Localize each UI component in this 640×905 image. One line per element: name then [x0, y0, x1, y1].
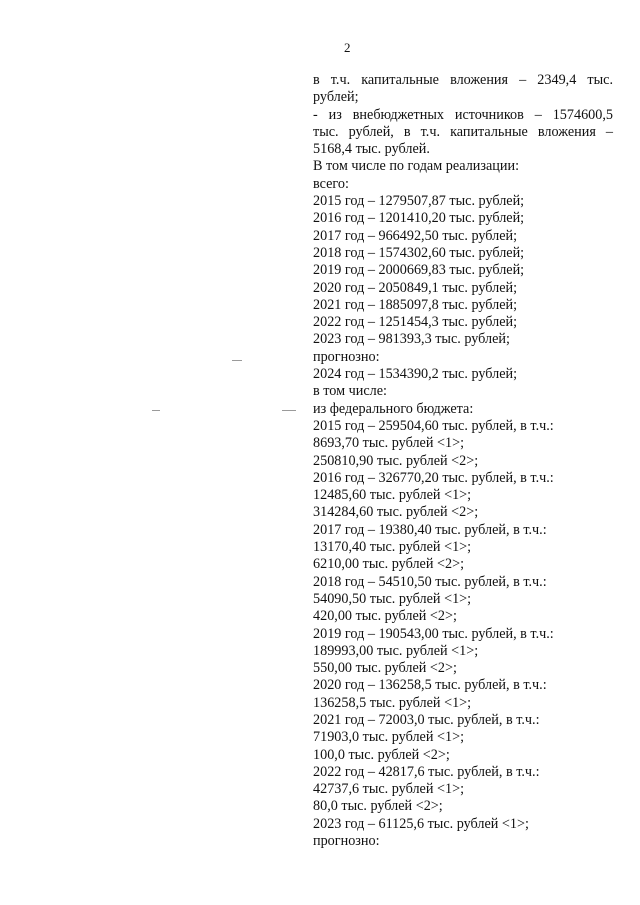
- text-line: 2022 год – 1251454,3 тыс. рублей;: [313, 314, 518, 331]
- scan-speck: [282, 410, 296, 411]
- document-body: [313, 72, 613, 850]
- text-line: 13170,40 тыс. рублей <1>;: [313, 539, 472, 556]
- scan-speck: [232, 360, 242, 361]
- text-line: 420,00 тыс. рублей <2>;: [313, 608, 457, 625]
- text-line: из федерального бюджета:: [313, 400, 474, 417]
- text-line: 2021 год – 72003,0 тыс. рублей, в т.ч.:: [313, 711, 540, 728]
- text-line: всего:: [313, 175, 349, 192]
- text-line: в том числе:: [313, 383, 387, 400]
- text-line: 2017 год – 966492,50 тыс. рублей;: [313, 227, 518, 244]
- text-line: 2019 год – 190543,00 тыс. рублей, в т.ч.:: [313, 625, 554, 642]
- text-line: 2016 год – 326770,20 тыс. рублей, в т.ч.:: [313, 469, 554, 486]
- text-line: 2021 год – 1885097,8 тыс. рублей;: [313, 296, 518, 313]
- text-line: 2015 год – 259504,60 тыс. рублей, в т.ч.:: [313, 417, 554, 434]
- text-line: рублей;: [313, 89, 359, 106]
- text-line: 136258,5 тыс. рублей <1>;: [313, 694, 472, 711]
- text-line: 80,0 тыс. рублей <2>;: [313, 798, 443, 815]
- text-line: 71903,0 тыс. рублей <1>;: [313, 729, 465, 746]
- text-line: 550,00 тыс. рублей <2>;: [313, 660, 457, 677]
- text-line: 2018 год – 1574302,60 тыс. рублей;: [313, 244, 525, 261]
- text-line: 2024 год – 1534390,2 тыс. рублей;: [313, 366, 518, 383]
- text-line: - из внебюджетных источников – 1574600,5: [313, 106, 613, 123]
- text-line: 2020 год – 2050849,1 тыс. рублей;: [313, 279, 518, 296]
- text-line: 8693,70 тыс. рублей <1>;: [313, 435, 465, 452]
- text-line: в т.ч. капитальные вложения – 2349,4 тыс.: [313, 72, 613, 88]
- text-line: прогнозно:: [313, 348, 380, 365]
- text-line: 2016 год – 1201410,20 тыс. рублей;: [313, 210, 525, 227]
- text-line: 314284,60 тыс. рублей <2>;: [313, 504, 479, 521]
- text-line: 12485,60 тыс. рублей <1>;: [313, 487, 472, 504]
- text-line: 2022 год – 42817,6 тыс. рублей, в т.ч.:: [313, 763, 540, 780]
- text-line: 2017 год – 19380,40 тыс. рублей, в т.ч.:: [313, 521, 547, 538]
- text-line: 2020 год – 136258,5 тыс. рублей, в т.ч.:: [313, 677, 547, 694]
- text-line: В том числе по годам реализации:: [313, 158, 520, 175]
- text-line: 2023 год – 981393,3 тыс. рублей;: [313, 331, 510, 348]
- text-line: прогнозно:: [313, 833, 380, 850]
- text-line: 2019 год – 2000669,83 тыс. рублей;: [313, 262, 525, 279]
- text-line: 2023 год – 61125,6 тыс. рублей <1>;: [313, 815, 529, 832]
- text-line: 6210,00 тыс. рублей <2>;: [313, 556, 465, 573]
- scan-speck: [152, 410, 160, 411]
- text-line: 5168,4 тыс. рублей.: [313, 141, 430, 158]
- text-line: 42737,6 тыс. рублей <1>;: [313, 781, 465, 798]
- text-line: 100,0 тыс. рублей <2>;: [313, 746, 450, 763]
- text-line: 2015 год – 1279507,87 тыс. рублей;: [313, 193, 525, 210]
- text-line: 250810,90 тыс. рублей <2>;: [313, 452, 479, 469]
- text-line: тыс. рублей, в т.ч. капитальные вложения –: [313, 123, 613, 140]
- text-line: 54090,50 тыс. рублей <1>;: [313, 590, 472, 607]
- text-line: 189993,00 тыс. рублей <1>;: [313, 642, 479, 659]
- text-line: 2018 год – 54510,50 тыс. рублей, в т.ч.:: [313, 573, 547, 590]
- page-number: 2: [344, 40, 351, 55]
